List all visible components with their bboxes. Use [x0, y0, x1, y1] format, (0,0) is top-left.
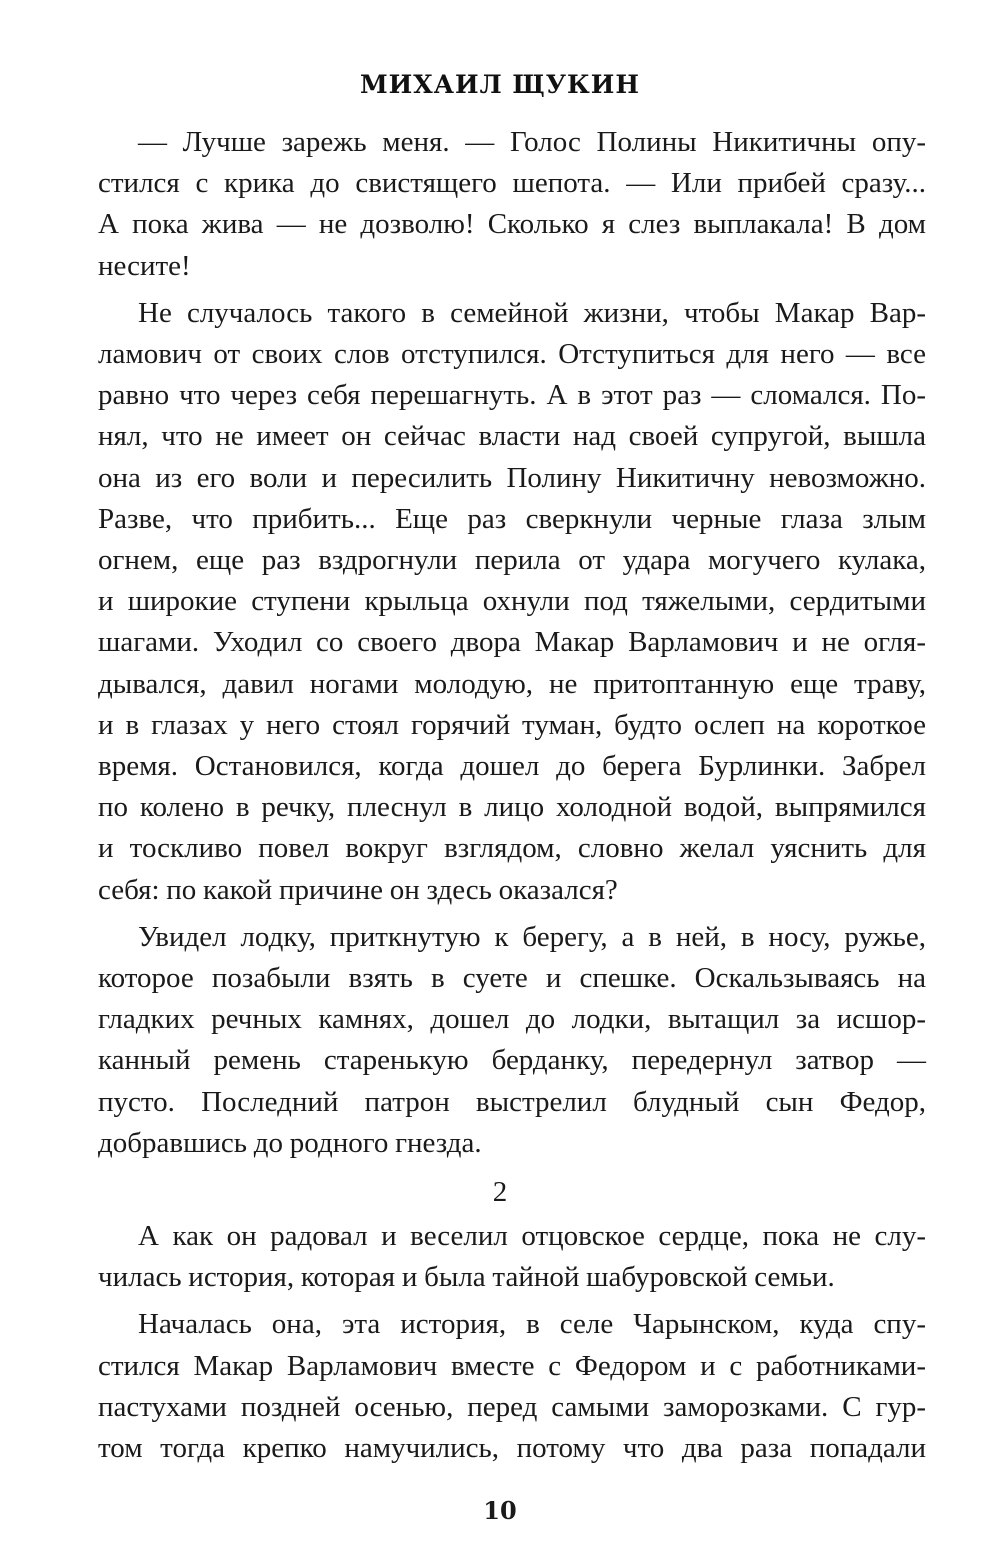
text-line: дывался, давил ногами молодую, не притоптанную еще траву,: [98, 667, 926, 700]
text-line: шагами. Уходил со своего двора Макар Варламович и не огля-: [98, 626, 926, 659]
text-line: пастухами поздней осенью, перед самыми заморозками. С гур-: [98, 1390, 926, 1423]
text-line: гладких речных камнях, дошел до лодки, вытащил за исшор-: [98, 1003, 926, 1036]
text-line: стился с крика до свистящего шепота. — Или прибей сразу...: [98, 167, 926, 200]
text-line: Разве, что прибить... Еще раз сверкнули черные глаза злым: [98, 502, 926, 535]
section-number: 2: [492, 1176, 508, 1208]
text-line: огнем, еще раз вздрогнули перила от удара могучего кулака,: [98, 544, 926, 577]
text-line: ламович от своих слов отступился. Отступиться для него — все: [98, 338, 926, 371]
text-line: и в глазах у него стоял горячий туман, будто ослеп на короткое: [98, 708, 926, 741]
paragraph: [98, 293, 926, 911]
text-line: пусто. Последний патрон выстрелил блудный сын Федор,: [98, 1085, 926, 1118]
text-line: равно что через себя перешагнуть. А в этот раз — сломался. По-: [98, 379, 926, 412]
paragraph: [98, 1304, 926, 1469]
text-line: том тогда крепко намучились, потому что два раза попадали: [98, 1432, 926, 1465]
text-line: стился Макар Варламович вместе с Федором и с работниками-: [98, 1349, 926, 1382]
paragraph: [98, 917, 926, 1164]
page-number: 10: [483, 1496, 517, 1525]
text-line: канный ремень старенькую берданку, передернул затвор —: [98, 1044, 926, 1077]
running-head: МИХАИЛ ЩУКИН: [359, 70, 641, 99]
text-line: Увидел лодку, приткнутую к берегу, а в ней, в носу, ружье,: [138, 920, 926, 953]
text-line: добравшись до родного гнезда.: [98, 1126, 482, 1159]
text-line: нял, что не имеет он сейчас власти над своей супругой, вышла: [98, 420, 926, 453]
text-line: себя: по какой причине он здесь оказался?: [98, 873, 618, 906]
text-line: несите!: [98, 249, 191, 282]
text-line: — Лучше зарежь меня. — Голос Полины Никитичны опу-: [138, 126, 926, 158]
text-line: Не случалось такого в семейной жизни, чтобы Макар Вар-: [138, 296, 926, 329]
text-line: Началась она, эта история, в селе Чарынском, куда спу-: [138, 1308, 926, 1341]
text-line: и широкие ступени крыльца охнули под тяжелыми, сердитыми: [98, 585, 926, 618]
paragraph: [98, 122, 926, 287]
text-block-continued: [98, 1216, 926, 1469]
text-line: она из его воли и пересилить Полину Никитичну невозможно.: [98, 461, 926, 494]
paragraph: [98, 1216, 926, 1298]
text-line: А пока жива — не дозволю! Сколько я слез выплакала! В дом: [98, 208, 926, 241]
text-block-main: [98, 122, 926, 1164]
text-line: и тоскливо повел вокруг взглядом, словно желал уяснить для: [98, 832, 926, 865]
text-line: А как он радовал и веселил отцовское сердце, пока не слу-: [138, 1220, 926, 1252]
text-line: которое позабыли взять в суете и спешке. Оскальзываясь на: [98, 962, 926, 995]
text-line: по колено в речку, плеснул в лицо холодной водой, выпрямился: [98, 791, 926, 824]
text-line: чилась история, которая и была тайной шабуровской семьи.: [98, 1261, 835, 1294]
text-line: время. Остановился, когда дошел до берега Бурлинки. Забрел: [98, 750, 926, 783]
